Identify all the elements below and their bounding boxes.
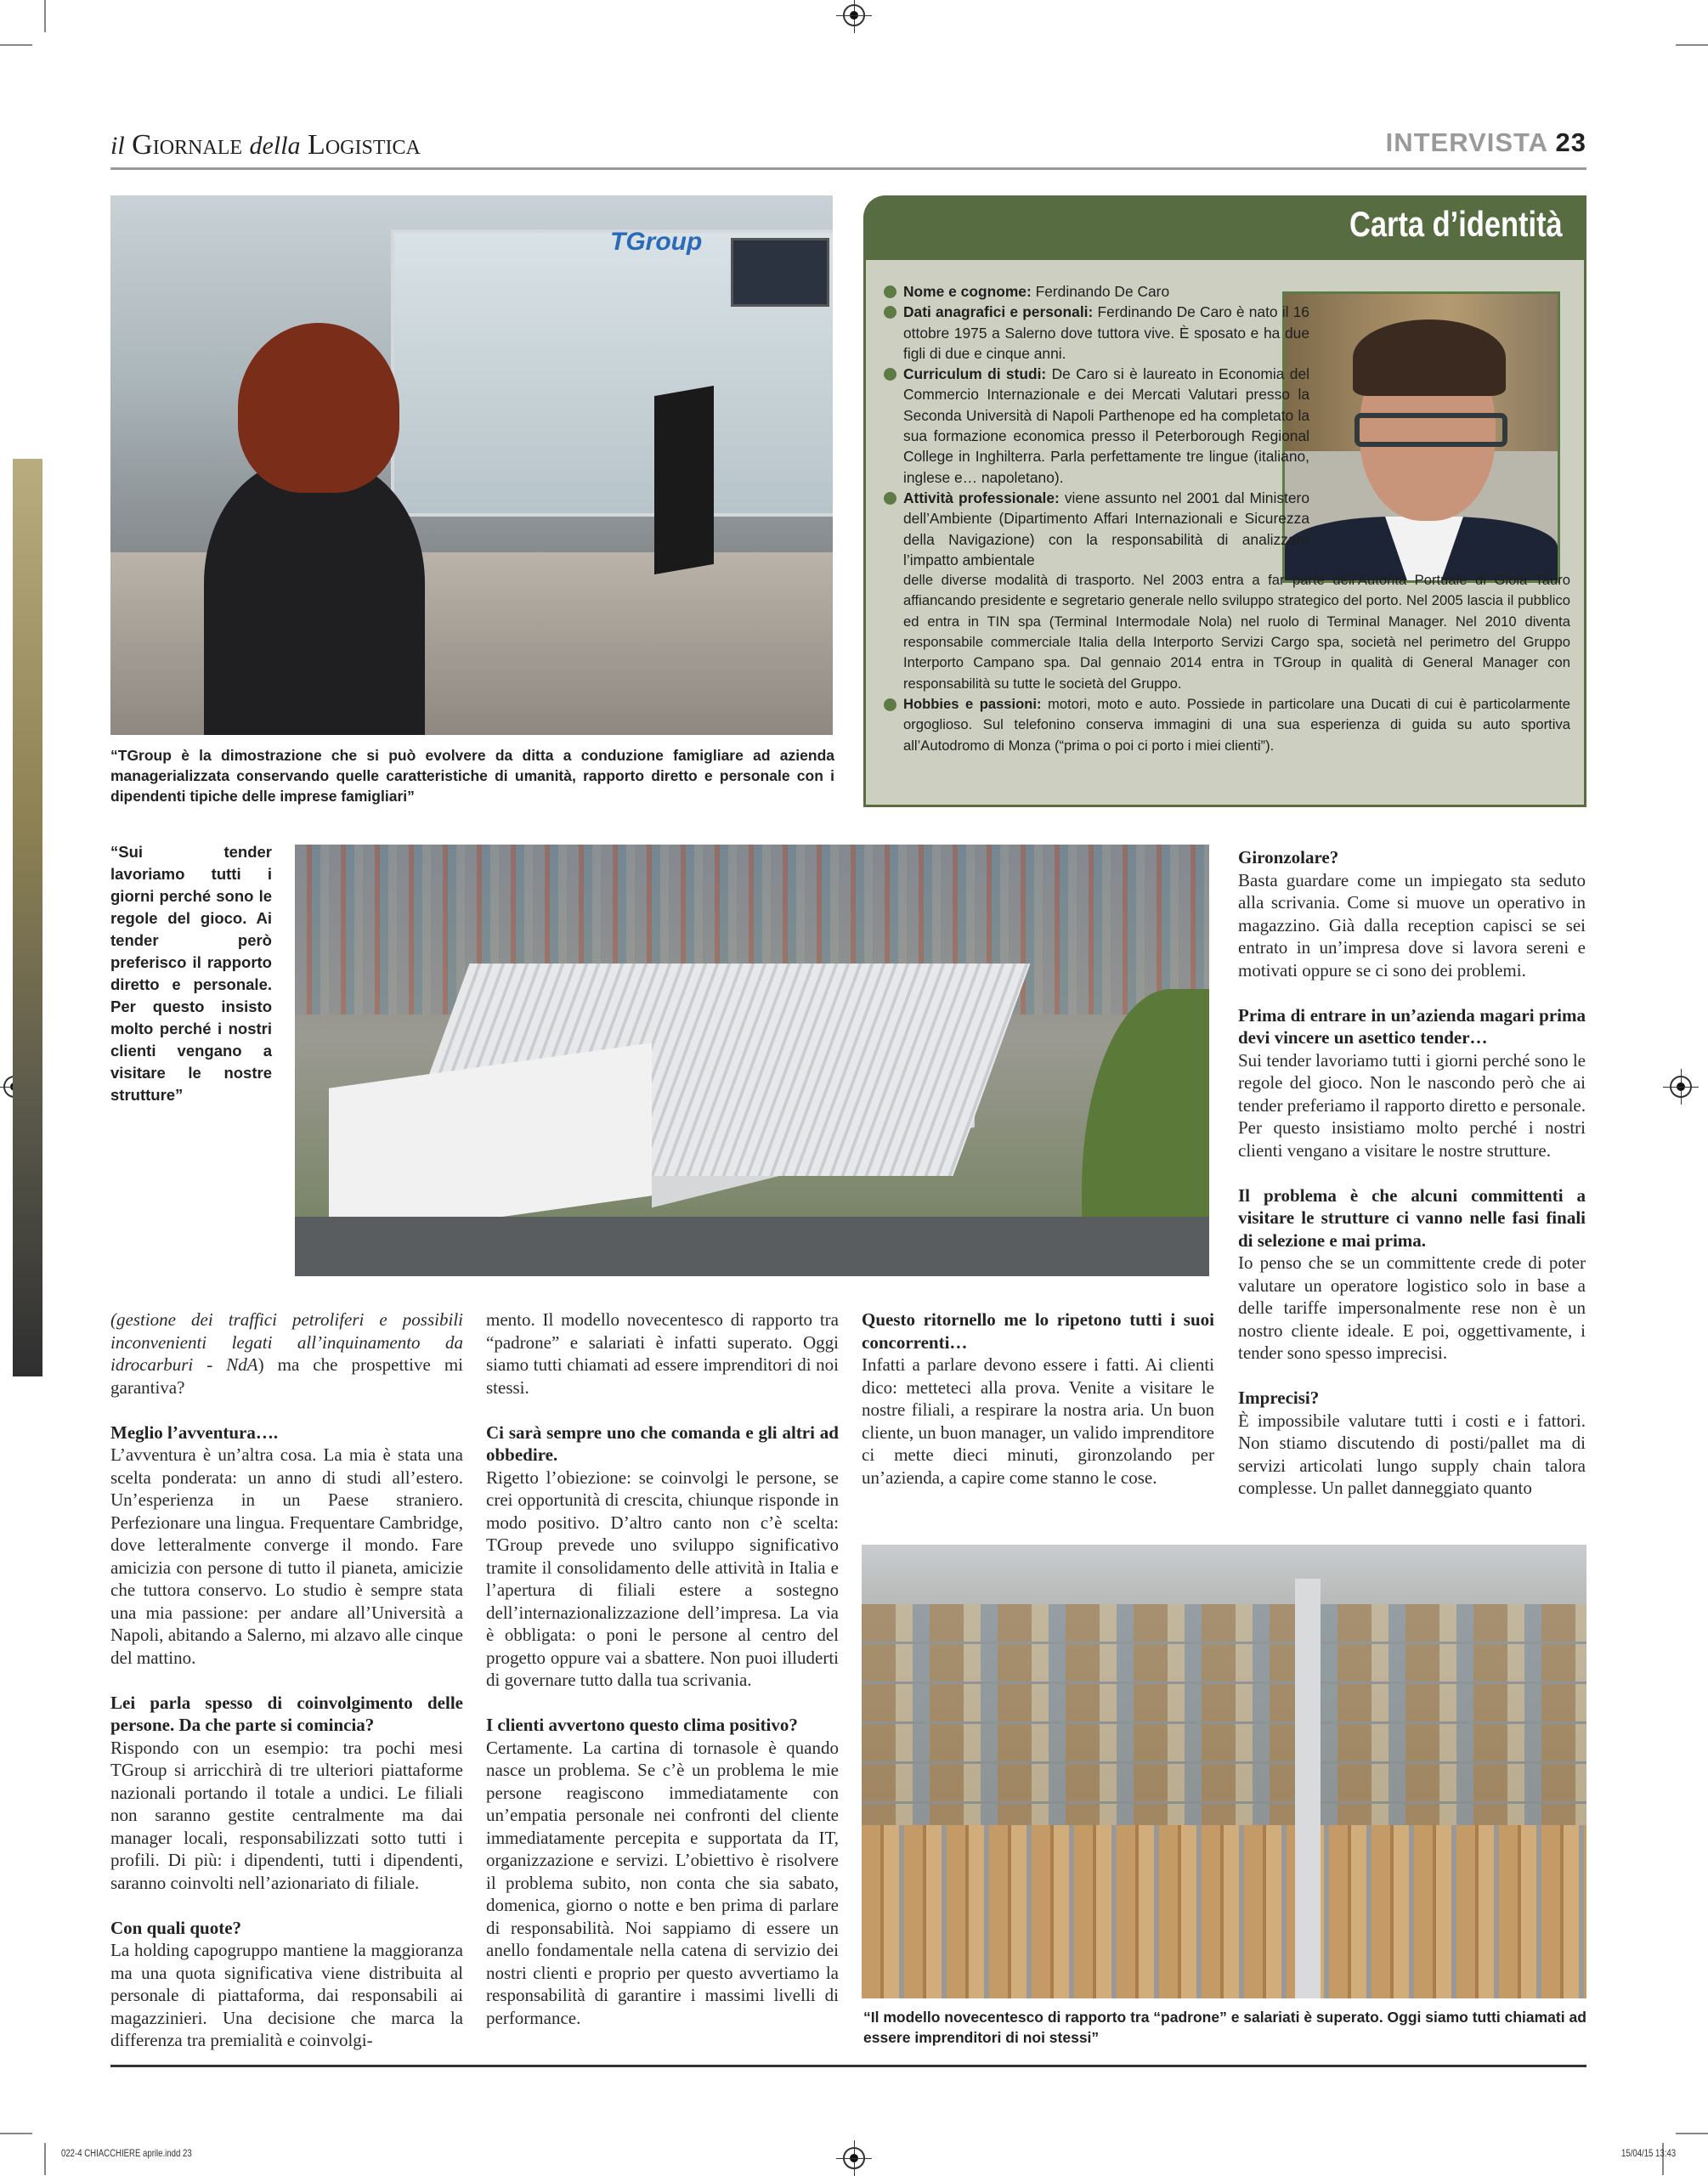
print-slug-datetime: 15/04/15 13:43 xyxy=(1620,2147,1676,2159)
answer: Basta guardare come un impiegato sta seduto alla scrivania. Come si muove un operativo in magazzino. Già dalla reception capisci se sei entrato in un’impresa dove si lavora sereni e motivati oppure se ci sono dei problemi. xyxy=(1238,869,1586,981)
card-item-label: Hobbies e passioni: xyxy=(903,695,1042,712)
bullet-icon xyxy=(884,698,896,711)
crop-mark xyxy=(44,2143,46,2175)
answer: È impossibile valutare tutti i costi e i fattori. Non stiamo discutendo di posti/pallet ma di servizi articolati lungo supply chain talora complesse. Un pallet danneggiato quanto xyxy=(1238,1410,1586,1498)
card-item xyxy=(882,364,1309,488)
employee-hair xyxy=(238,323,399,493)
warehouse-front-wall xyxy=(329,1043,652,1241)
page-number: 23 xyxy=(1555,127,1586,157)
identity-card-title: Carta d’identità xyxy=(1349,204,1563,244)
bullet-icon xyxy=(884,306,896,319)
answer: Infatti a parlare devono essere i fatti. Ai clienti dico: metteteci alla prova. Venite a visitare le nostre filiali, a respirare la nostra aria. Un buon cliente, un buon manager, un valido imprenditore ci mette dieci minuti, gironzolando per un’azienda, a capire come stanno le cose. xyxy=(862,1354,1214,1488)
card-item xyxy=(882,302,1309,364)
office-photo xyxy=(110,195,833,735)
warehouse-pillar xyxy=(1295,1579,1321,1998)
crop-mark xyxy=(0,2133,32,2134)
answer: Rispondo con un esempio: tra pochi mesi TGroup si arricchirà di tre ulteriori piattaforme nazionali portando il totale a undici. Le filiali non saranno gestite centralmente ma dai manager locali, responsabilizzati sotto tutti i profili. Di più: i dipendenti, tutti i dipendenti, saranno coinvolti nell’azionariato di filiale. xyxy=(110,1737,463,1893)
section-label: INTERVISTA xyxy=(1385,127,1547,157)
registration-mark-icon xyxy=(1670,1076,1692,1098)
qa-block xyxy=(1238,1387,1586,1500)
paragraph-text: ) ma che prospettive mi garantiva? xyxy=(110,1354,463,1398)
question: Ci sarà sempre uno che comanda e gli altri ad obbedire. xyxy=(486,1421,839,1465)
card-item-text: motori, moto e auto. Possiede in particolare una Ducati di cui è particolarmente orgoglioso. Sul telefonino conserva immagini di una sua esperienza di guida su auto sportiva all’Autodromo di Monza (“prima o poi ci porto i miei clienti”). xyxy=(903,695,1570,754)
article-column-1 xyxy=(110,1308,463,2052)
identity-card xyxy=(863,195,1586,807)
paragraph-text: mento. Il modello novecentesco di rapporto tra “padrone” e salariati è infatti superato. Oggi siamo tutti chiamati ad essere imprenditori di noi stessi. xyxy=(486,1309,839,1398)
section-header xyxy=(1386,127,1586,158)
qa-block xyxy=(1238,1184,1586,1365)
article-column-3 xyxy=(862,1308,1214,1489)
question: Gironzolare? xyxy=(1238,847,1339,868)
aerial-warehouse-photo xyxy=(295,845,1209,1276)
bullet-icon xyxy=(884,285,896,298)
answer: Certamente. La cartina di tornasole è quando nasce un problema. Se c’è un problema le mie persone reagiscono immediatamente con un’empatia personale nei confronti del cliente immediatamente percepita e supportata da IT, organizzazione e servizi. L’obiettivo è risolvere il problema subito, non conta che sia sabato, domenica, giorno o notte e ben prima di parlare di responsabilità. Noi sappiamo di essere un anello fondamentale nella catena di servizio dei nostri clienti e proprio per questo avvertiamo la responsabilità di garantire i massimi livelli di performance. xyxy=(486,1737,839,2028)
card-item-text: De Caro si è laureato in Economia del Commercio Internazionale e dei Mercati Valutari presso la Seconda Università di Napoli Parthenope ed ha completato la sua formazione economica presso il Peterborough Regional College in Inghilterra. Parla perfettamente tre lingue (italiano, inglese e… napoletano). xyxy=(903,365,1310,486)
question: Meglio l’avventura…. xyxy=(110,1421,279,1443)
monitor-screen xyxy=(731,238,829,307)
card-item-label: Curriculum di studi: xyxy=(903,365,1047,383)
header-divider xyxy=(110,167,1586,170)
qa-block xyxy=(486,1714,839,2029)
card-item-label: Nome e cognome: xyxy=(903,283,1032,300)
pallet-boxes xyxy=(862,1825,1586,1998)
question: I clienti avvertono questo clima positivo? xyxy=(486,1715,798,1735)
registration-mark-icon xyxy=(843,4,865,26)
qa-block xyxy=(486,1421,839,1692)
question: Imprecisi? xyxy=(1238,1388,1320,1408)
card-item-label: Dati anagrafici e personali: xyxy=(903,303,1094,321)
print-slug-filename: 022-4 CHIACCHIERE aprile.indd 23 xyxy=(61,2147,192,2159)
masthead-giornale: Giornale xyxy=(132,129,243,161)
qa-block xyxy=(110,1692,463,1895)
answer: Sui tender lavoriamo tutti i giorni perché sono le regole del gioco. Non le nascondo però che ai tender preferiamo il rapporto diretto e personale. Per questo insistiamo molto perché i nostri clienti vengano a visitare le nostre strutture. xyxy=(1238,1049,1586,1161)
qa-block xyxy=(110,1917,463,2052)
card-item xyxy=(882,488,1309,570)
qa-block xyxy=(862,1308,1214,1489)
crop-mark xyxy=(44,0,46,32)
question: Con quali quote? xyxy=(110,1917,242,1938)
parking-road xyxy=(295,1217,1209,1276)
identity-card-header xyxy=(863,195,1586,260)
answer: Io penso che se un committente crede di poter valutare un operatore logistico solo in base a delle tariffe impersonalmente rese non è un nostro cliente ideale. E poi, oggettivamente, i tender sono spesso imprecisi. xyxy=(1238,1252,1586,1363)
registration-mark-icon xyxy=(843,2147,865,2169)
qa-block xyxy=(110,1421,463,1670)
qa-block xyxy=(1238,1004,1586,1162)
card-item xyxy=(882,694,1570,756)
masthead-il: il xyxy=(110,132,125,160)
article-column-2 xyxy=(486,1308,839,2029)
card-item xyxy=(882,281,1309,302)
question: Lei parla spesso di coinvolgimento delle persone. Da che parte si comincia? xyxy=(110,1692,463,1735)
card-item-text: Ferdinando De Caro xyxy=(1031,283,1170,300)
adjacent-page-bleed xyxy=(13,459,42,1376)
paragraph xyxy=(110,1308,463,1399)
bullet-icon xyxy=(884,368,896,381)
question: Prima di entrare in un’azienda magari prima devi vincere un asettico tender… xyxy=(1238,1004,1586,1048)
answer: Rigetto l’obiezione: se coinvolgi le persone, se crei opportunità di crescita, chiunque risponde in modo positivo. D’altro canto non c’è scelta: TGroup prevede uno sviluppo significativo tramite il consolidamento delle attività in Italia e l’apertura di filiali estere a sostegno dell’internazionalizzazione dell’impresa. La via è obbligata: o poni le persone al centro del progetto oppure vai a sbattere. Non puoi illuderti di governare tutto dalla tua scrivania. xyxy=(486,1467,839,1690)
answer: La holding capogruppo mantiene la maggioranza ma una quota significativa viene distribuita al personale di piattaforma, dai responsabili ai magazzinieri. Una decisione che marca la differenza tra premialità e coinvolgi- xyxy=(110,1940,463,2050)
card-item-text: delle diverse modalità di trasporto. Nel 2003 entra a far parte dell’Autorità Portuale di Gioia Tauro affiancando presidente e segretario generale nello sviluppo strategico del porto. Nel 2005 lascia il pubblico ed entra in TIN spa (Terminal Intermodale Nola) nel ruolo di Terminal Manager. Nel 2010 diventa responsabile commerciale Italia della Interporto Servizi Cargo spa, società nel perimetro del Gruppo Interporto Campano spa. Dal gennaio 2014 entra in TGroup in qualità di General Manager con responsabilità su tutte le società del Gruppo. xyxy=(903,572,1570,692)
warehouse-interior-photo xyxy=(862,1545,1586,1998)
card-item-text: Ferdinando De Caro è nato il 16 ottobre 1975 a Salerno dove tuttora vive. È sposato e ha due figli di due e cinque anni. xyxy=(903,303,1309,362)
crop-mark xyxy=(1676,44,1708,46)
card-item-text: viene assunto nel 2001 dal Ministero dell’Ambiente (Dipartimento Affari Internazionali e Sicurezza della Navigazione) con la responsabilità di analizzare l’impatto ambientale xyxy=(903,489,1309,568)
qa-block xyxy=(1238,846,1586,981)
pull-quote: “Sui tender lavoriamo tutti i giorni perché sono le regole del gioco. Ai tender però preferisco il rapporto diretto e personale. Per questo insisto molto perché i nostri clienti vengano a visitare le nostre strutture” xyxy=(110,843,272,1104)
computer-monitor xyxy=(654,386,714,574)
answer: L’avventura è un’altra cosa. La mia è stata una scelta ponderata: un anno di studi all’estero. Un’esperienza in un Paese straniero. Perfezionare una lingua. Frequentare Cambridge, dove letteralmente converge il mondo. Fare amicizia con persone di tutto il pianeta, amicizie che tuttora conservo. Lo studio è sempre stata una mia passione: per andare all’Università a Napoli, abitando a Salerno, mi alzavo alle cinque del mattino. xyxy=(110,1444,463,1668)
question: Il problema è che alcuni committenti a visitare le strutture ci vanno nelle fasi finali di selezione e mai prima. xyxy=(1238,1184,1586,1251)
masthead-logo xyxy=(110,129,421,161)
italic-note: (gestione dei traffici petroliferi e possibili inconvenienti legati all’inquinamento da idrocarburi - NdA xyxy=(110,1309,463,1375)
footer-divider xyxy=(110,2065,1586,2067)
crop-mark xyxy=(1676,2133,1708,2134)
bullet-icon xyxy=(884,492,896,505)
paragraph xyxy=(486,1308,839,1399)
crop-mark xyxy=(0,44,32,46)
identity-card-text xyxy=(882,281,1570,756)
masthead-logistica: Logistica xyxy=(308,129,421,161)
question: Questo ritornello me lo ripetono tutti i suoi concorrenti… xyxy=(862,1309,1214,1353)
card-item-continued xyxy=(882,570,1570,694)
employee-figure xyxy=(204,459,425,735)
article-column-4 xyxy=(1238,846,1586,1500)
tgroup-logo: TGroup xyxy=(610,228,703,256)
identity-card-body xyxy=(863,260,1586,807)
masthead-della: della xyxy=(249,132,301,160)
warehouse-shelving xyxy=(862,1604,1586,1825)
office-photo-caption: “TGroup è la dimostrazione che si può evolvere da ditta a conduzione famigliare ad azienda managerializzata conservando quelle caratteristiche di umanità, rapporto diretto e personale con i dipendenti tipiche delle imprese famigliari” xyxy=(110,747,834,805)
card-item-label: Attività professionale: xyxy=(903,489,1060,506)
warehouse-photo-caption: “Il modello novecentesco di rapporto tra “padrone” e salariati è superato. Oggi siamo tutti chiamati ad essere imprenditori di noi stessi” xyxy=(863,2009,1586,2046)
